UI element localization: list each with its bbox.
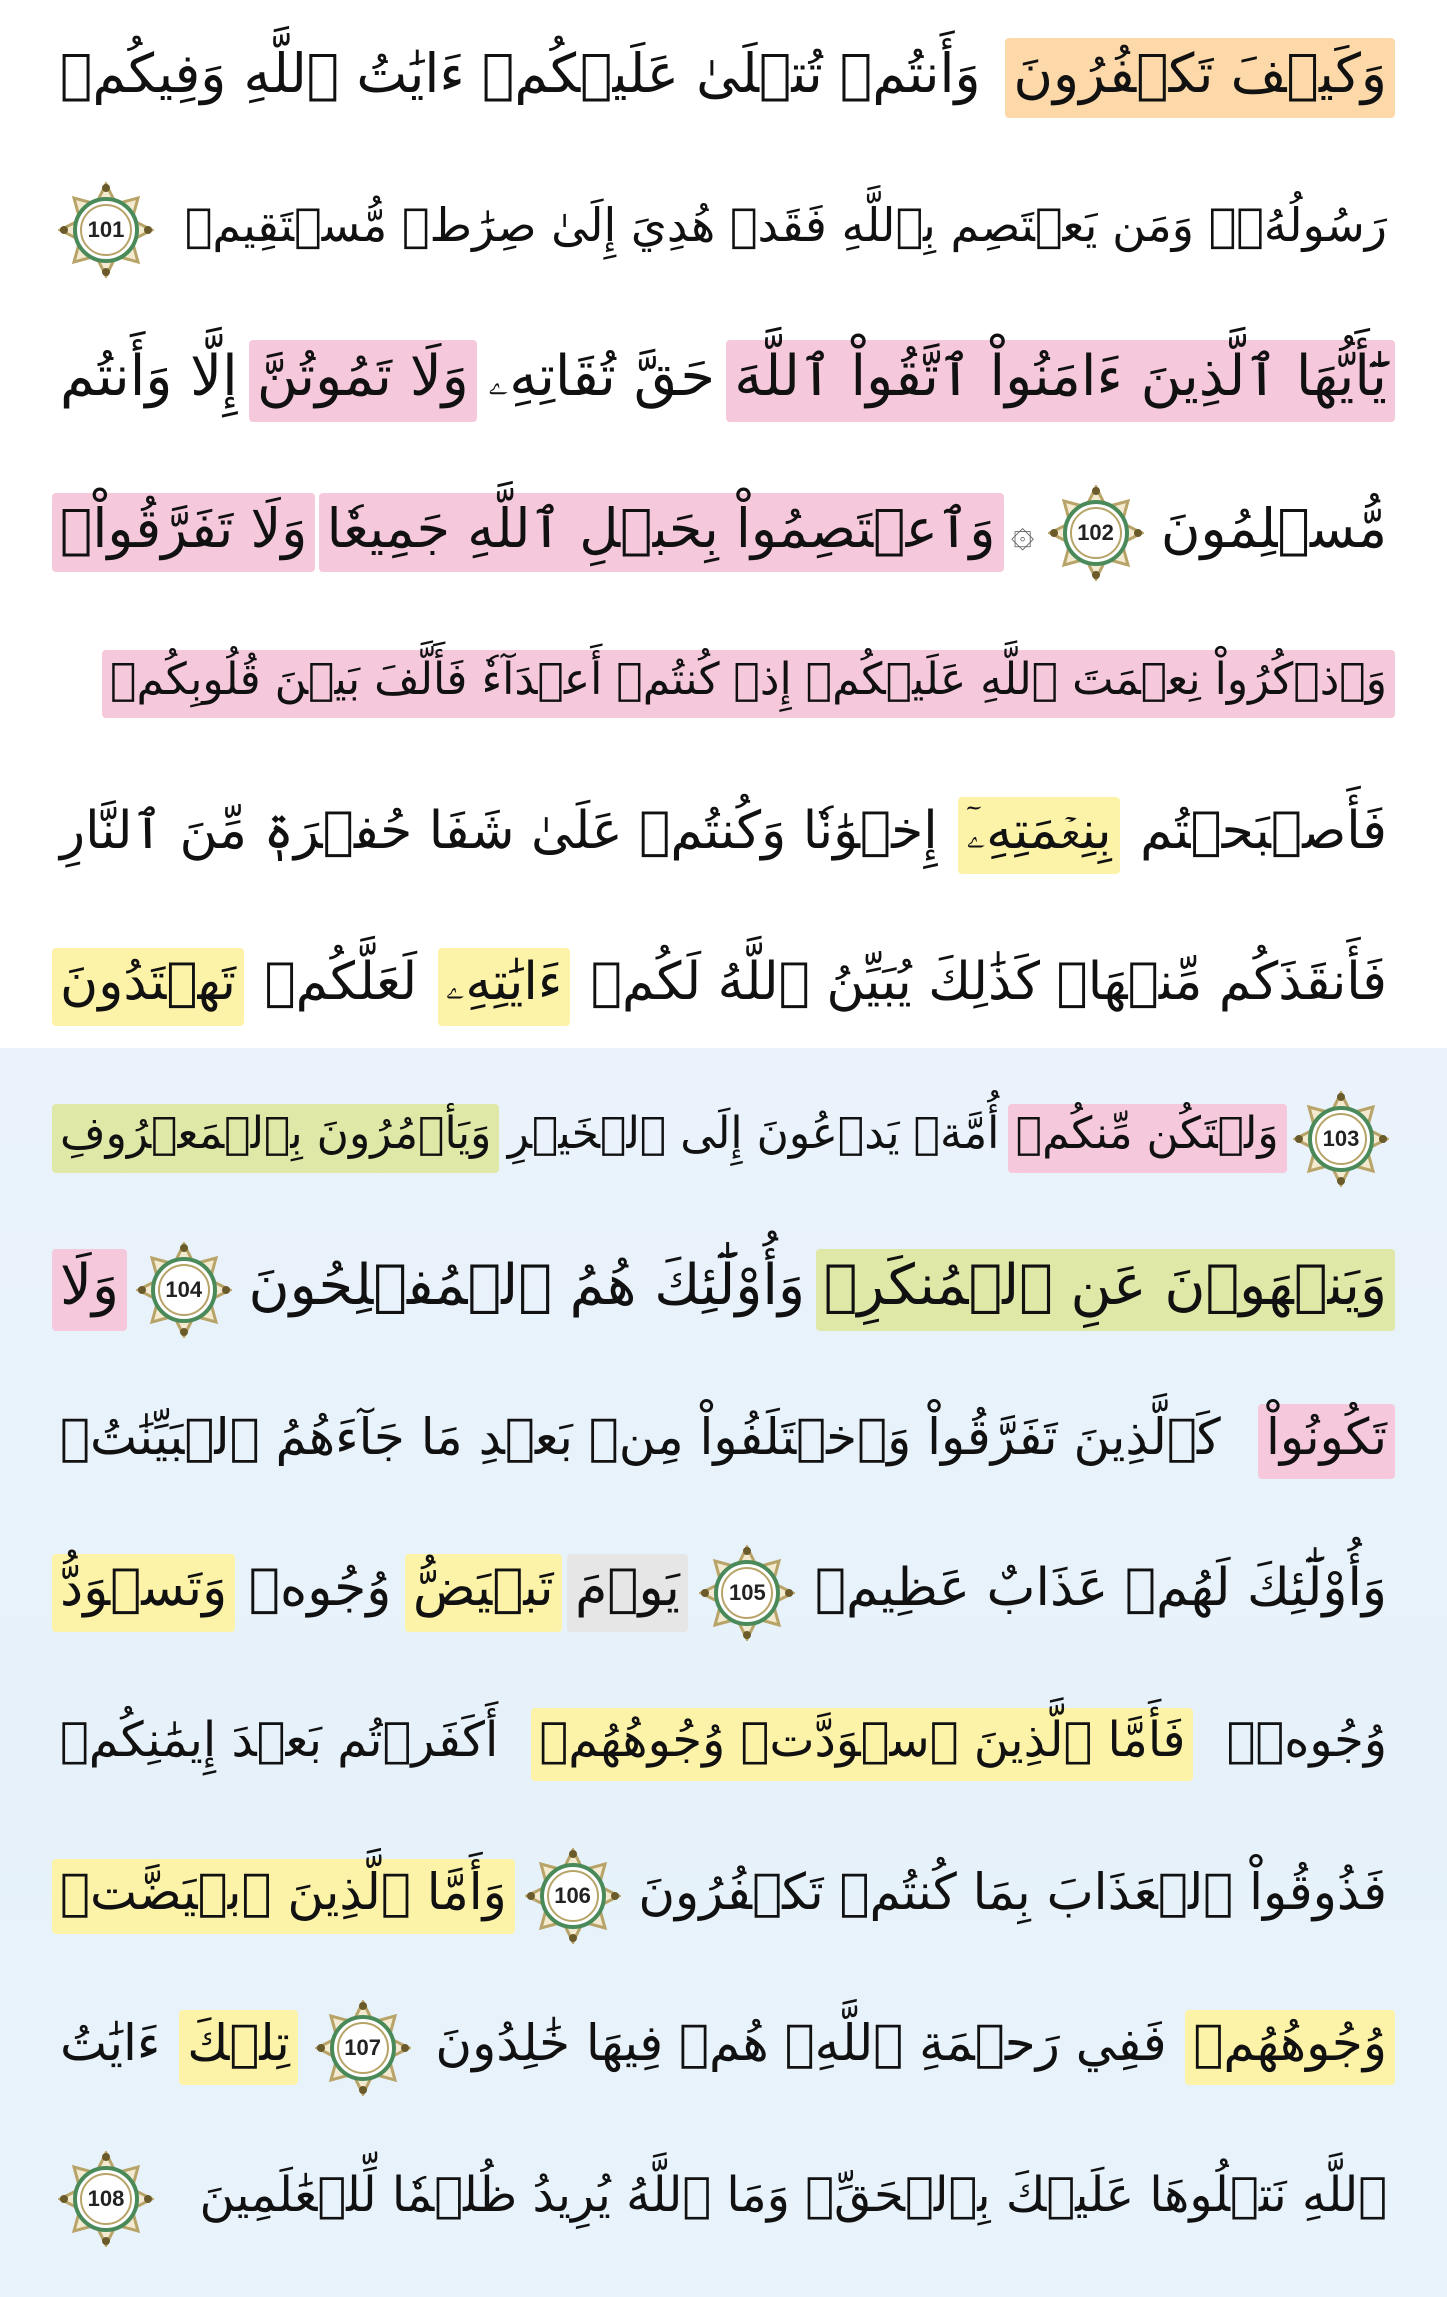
ayah-number-marker[interactable] bbox=[315, 2000, 411, 2096]
verse-text: وُجُوهٞۚ bbox=[1226, 1712, 1387, 1769]
verse-text: مُّسۡلِمُونَ bbox=[1160, 496, 1387, 560]
ayah-number: 108 bbox=[87, 2186, 125, 2211]
verse-text: كَٱلَّذِينَ تَفَرَّقُواْ وَٱخۡتَلَفُواْ مِنۢ بَعۡدِ مَا جَآءَهُمُ ٱلۡبَيِّنَٰتُۚ bbox=[60, 1408, 1221, 1466]
highlighted-verse-text: تَكُونُواْ bbox=[1258, 1404, 1395, 1479]
verse-text: رَسُولُهُۥۗ وَمَن يَعۡتَصِم بِٱللَّهِ فَقَدۡ هُدِيَ إِلَىٰ صِرَٰطٖ مُّسۡتَقِيمٖ bbox=[184, 198, 1387, 253]
highlighted-verse-text: وَلَا تَفَرَّقُواْۚ bbox=[52, 493, 315, 572]
highlighted-verse-text: تِلۡكَ bbox=[179, 2010, 298, 2085]
highlighted-verse-text: وَٱعۡتَصِمُواْ بِحَبۡلِ ٱللَّهِ جَمِيعٗا bbox=[319, 493, 1004, 572]
highlighted-verse-text: وَلۡتَكُن مِّنكُمۡ bbox=[1008, 1104, 1287, 1172]
verse-line bbox=[52, 1984, 1395, 2112]
verse-text: فَفِي رَحۡمَةِ ٱللَّهِۖ هُمۡ فِيهَا خَٰلِدُونَ bbox=[435, 2014, 1167, 2072]
verse-text: أَكَفَرۡتُم بَعۡدَ إِيمَٰنِكُمۡ bbox=[60, 1712, 499, 1769]
verse-text: وَأَنتُمۡ تُتۡلَىٰ عَلَيۡكُمۡ ءَايَٰتُ ٱللَّهِ وَفِيكُمۡ bbox=[60, 42, 981, 106]
ayah-number-marker[interactable] bbox=[1293, 1091, 1389, 1187]
verse-text: ءَايَٰتُ bbox=[60, 2014, 161, 2072]
highlighted-verse-text: وَأَمَّا ٱلَّذِينَ ٱبۡيَضَّتۡ bbox=[52, 1859, 515, 1934]
highlighted-verse-text: وَلَا bbox=[52, 1249, 127, 1331]
verse-text: فَأَصۡبَحۡتُم bbox=[1140, 800, 1387, 861]
verse-text: وَأُوْلَٰٓئِكَ هُمُ ٱلۡمُفۡلِحُونَ bbox=[248, 1253, 806, 1319]
verse-text: أُمَّةٞ يَدۡعُونَ إِلَى ٱلۡخَيۡرِ bbox=[507, 1108, 1000, 1160]
ayah-number-marker[interactable] bbox=[699, 1545, 795, 1641]
verse-line bbox=[52, 1226, 1395, 1354]
highlighted-verse-text: يَوۡمَ bbox=[567, 1554, 688, 1631]
rub-el-hizb-icon: ۞ bbox=[1010, 509, 1035, 556]
verse-line bbox=[52, 1681, 1395, 1809]
ayah-number: 107 bbox=[344, 2034, 381, 2060]
highlighted-verse-text: وَكَيۡفَ تَكۡفُرُونَ bbox=[1005, 38, 1395, 117]
verse-line bbox=[52, 620, 1395, 748]
highlighted-verse-text: يَٰٓأَيُّهَا ٱلَّذِينَ ءَامَنُواْ ٱتَّقُواْ ٱللَّهَ bbox=[726, 340, 1395, 422]
verse-text: حَقَّ تُقَاتِهِۦ bbox=[488, 344, 716, 410]
highlighted-verse-text: ءَايَٰتِهِۦ bbox=[438, 948, 571, 1025]
verse-text: وَأُوْلَٰٓئِكَ لَهُمۡ عَذَابٌ عَظِيمٞ bbox=[814, 1558, 1387, 1619]
highlighted-verse-text: بِنِعۡمَتِهِۦٓ bbox=[958, 797, 1119, 874]
verse-line bbox=[52, 1378, 1395, 1506]
verse-line bbox=[52, 772, 1395, 900]
ayah-number-marker[interactable] bbox=[136, 1242, 232, 1338]
verse-line bbox=[52, 317, 1395, 445]
verse-line bbox=[52, 1075, 1395, 1203]
highlighted-verse-text: وَلَا تَمُوتُنَّ bbox=[249, 340, 477, 422]
verse-line bbox=[52, 166, 1395, 294]
highlighted-verse-text: وَيَأۡمُرُونَ بِٱلۡمَعۡرُوفِ bbox=[52, 1104, 499, 1172]
ayah-number: 105 bbox=[728, 1580, 766, 1605]
ayah-number: 106 bbox=[554, 1883, 591, 1908]
verse-line bbox=[52, 1529, 1395, 1657]
highlighted-verse-text: وَتَسۡوَدُّ bbox=[52, 1554, 235, 1631]
verse-text: لَعَلَّكُمۡ bbox=[264, 952, 418, 1013]
highlighted-verse-text: وَيَنۡهَوۡنَ عَنِ ٱلۡمُنكَرِۚ bbox=[816, 1249, 1395, 1331]
highlighted-verse-text: فَأَمَّا ٱلَّذِينَ ٱسۡوَدَّتۡ وُجُوهُهُمۡ bbox=[531, 1708, 1193, 1781]
verse-text: إِخۡوَٰنٗا وَكُنتُمۡ عَلَىٰ شَفَا حُفۡرَةٖ مِّنَ ٱلنَّارِ bbox=[60, 800, 938, 861]
verse-text: فَأَنقَذَكُم مِّنۡهَاۗ كَذَٰلِكَ يُبَيِّنُ ٱللَّهُ لَكُمۡ bbox=[590, 952, 1387, 1013]
verse-line bbox=[52, 469, 1395, 597]
verse-text: وُجُوهٞ bbox=[248, 1558, 392, 1619]
ayah-number-marker[interactable] bbox=[58, 2151, 154, 2247]
verse-line bbox=[52, 1832, 1395, 1960]
ayah-number: 101 bbox=[87, 216, 125, 242]
ayah-number: 103 bbox=[1322, 1125, 1360, 1151]
verse-text: إِلَّا وَأَنتُم bbox=[60, 344, 238, 410]
highlighted-verse-text: وُجُوهُهُمۡ bbox=[1185, 2010, 1395, 2085]
verse-text: فَذُوقُواْ ٱلۡعَذَابَ بِمَا كُنتُمۡ تَكۡفُرُونَ bbox=[638, 1862, 1387, 1921]
highlighted-verse-text: تَهۡتَدُونَ bbox=[52, 948, 244, 1025]
verse-line bbox=[52, 2135, 1395, 2263]
highlighted-verse-text: تَبۡيَضُّ bbox=[405, 1554, 562, 1631]
verse-line bbox=[52, 923, 1395, 1051]
highlighted-verse-text: وَٱذۡكُرُواْ نِعۡمَتَ ٱللَّهِ عَلَيۡكُمۡ إِذۡ كُنتُمۡ أَعۡدَآءٗ فَأَلَّفَ بَيۡنَ قُلُوبِكُمۡ bbox=[102, 650, 1395, 718]
ayah-number-marker[interactable] bbox=[58, 182, 154, 278]
verse-text: ٱللَّهِ نَتۡلُوهَا عَلَيۡكَ بِٱلۡحَقِّۗ وَمَا ٱللَّهُ يُرِيدُ ظُلۡمٗا لِّلۡعَٰلَمِينَ bbox=[199, 2166, 1387, 2223]
ayah-number-marker[interactable] bbox=[1048, 485, 1144, 581]
ayah-number-marker[interactable] bbox=[525, 1848, 621, 1944]
verse-line bbox=[52, 14, 1395, 142]
ayah-number: 104 bbox=[165, 1277, 203, 1302]
ayah-number: 102 bbox=[1077, 519, 1114, 545]
